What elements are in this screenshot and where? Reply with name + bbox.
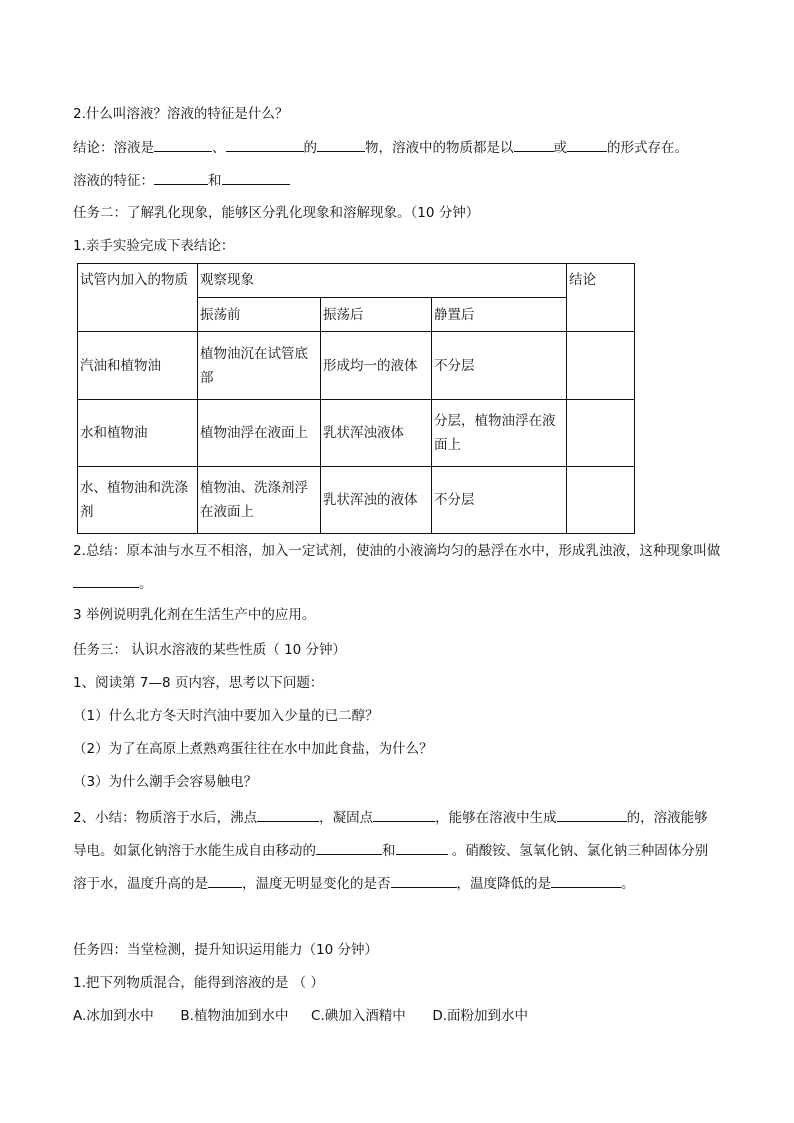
fill-blank[interactable]	[551, 873, 621, 888]
fill-blank[interactable]	[316, 840, 382, 855]
fill-blank[interactable]	[154, 137, 212, 152]
cell-rest: 分层，植物油浮在液面上	[432, 400, 567, 467]
cell-substance: 汽油和植物油	[78, 332, 198, 400]
task2-title: 任务二：了解乳化现象，能够区分乳化现象和溶解现象。（10 分钟）	[73, 205, 480, 221]
fill-blank[interactable]	[73, 573, 139, 588]
fill-blank[interactable]	[391, 873, 457, 888]
solution-feature-line: 溶液的特征： 和	[73, 170, 290, 191]
cell-rest: 不分层	[432, 467, 567, 534]
table-header-row	[78, 264, 635, 298]
header-conclusion: 结论	[567, 264, 635, 332]
cell-before: 植物油浮在液面上	[198, 400, 321, 467]
table-row	[78, 400, 635, 467]
option-a[interactable]: A.冰加到水中	[73, 1008, 154, 1024]
task3-question-3: （3）为什么潮手会容易触电？	[73, 774, 258, 790]
emulsifier-example: 3 举例说明乳化剂在生活生产中的应用。	[73, 607, 316, 623]
table-row	[78, 467, 635, 534]
table-row	[78, 332, 635, 400]
header-observation: 观察现象	[198, 264, 567, 298]
emulsion-summary: 2.总结：原本油与水互不相溶，加入一定试剂，使油的小液滴均匀的悬浮在水中，形成乳浊液，这种现象叫做。	[73, 543, 721, 592]
cell-rest: 不分层	[432, 332, 567, 400]
fill-blank[interactable]	[557, 807, 627, 822]
question-2-title: 2.什么叫溶液？溶液的特征是什么？	[73, 106, 289, 122]
fill-blank[interactable]	[373, 807, 435, 822]
fill-blank[interactable]	[396, 840, 448, 855]
task3-question-2: （2）为了在高原上煮熟鸡蛋往往在水中加此食盐，为什么？	[73, 741, 433, 757]
task4-question-1: 1.把下列物质混合，能得到溶液的是 （ ）	[73, 975, 324, 991]
cell-substance: 水和植物油	[78, 400, 198, 467]
task3-summary: 2、小结：物质溶于水后，沸点 ，凝固点 ，能够在溶液中生成 的，溶液能够导电。如氯化钠溶于水能生成自由移动的 和 。硝酸铵、氢氧化钠、氯化钠三种固体分别溶于水，温度升高的是 ，温度无明显变化的是否 ，温度降低的是 。	[73, 802, 721, 901]
fill-blank[interactable]	[514, 137, 554, 152]
fill-blank[interactable]	[208, 873, 242, 888]
fill-blank[interactable]	[257, 807, 319, 822]
experiment-table	[77, 263, 635, 534]
answer-options	[73, 1006, 528, 1026]
cell-substance: 水、植物油和洗涤剂	[78, 467, 198, 534]
cell-after: 乳状浑浊的液体	[321, 467, 432, 534]
option-d[interactable]: D.面粉加到水中	[432, 1008, 529, 1024]
fill-blank[interactable]	[226, 137, 304, 152]
fill-blank[interactable]	[317, 137, 365, 152]
fill-blank[interactable]	[567, 137, 607, 152]
header-substance: 试管内加入的物质	[78, 264, 198, 332]
cell-after: 形成均一的液体	[321, 332, 432, 400]
task3-question-1: （1）什么北方冬天时汽油中要加入少量的已二醇？	[73, 708, 379, 724]
cell-before: 植物油、洗涤剂浮在液面上	[198, 467, 321, 534]
header-after-shaking: 振荡后	[321, 298, 432, 332]
task3-reading: 1、阅读第 7—8 页内容，思考以下问题：	[73, 675, 324, 691]
cell-after: 乳状浑浊液体	[321, 400, 432, 467]
header-before-shaking: 振荡前	[198, 298, 321, 332]
header-after-resting: 静置后	[432, 298, 567, 332]
task3-title: 任务三： 认识水溶液的某些性质（ 10 分钟）	[73, 642, 347, 658]
option-c[interactable]: C.碘加入酒精中	[311, 1008, 406, 1024]
cell-conclusion[interactable]	[567, 400, 635, 467]
fill-blank[interactable]	[154, 170, 208, 185]
task4-title: 任务四：当堂检测，提升知识运用能力（10 分钟）	[73, 942, 378, 958]
cell-conclusion[interactable]	[567, 467, 635, 534]
cell-conclusion[interactable]	[567, 332, 635, 400]
cell-before: 植物油沉在试管底部	[198, 332, 321, 400]
conclusion-line: 结论：溶液是 、 的 物，溶液中的物质都是以 或 的形式存在。	[73, 137, 688, 158]
option-b[interactable]: B.植物油加到水中	[180, 1008, 289, 1024]
fill-blank[interactable]	[222, 170, 290, 185]
task2-step1: 1.亲手实验完成下表结论：	[73, 238, 235, 254]
